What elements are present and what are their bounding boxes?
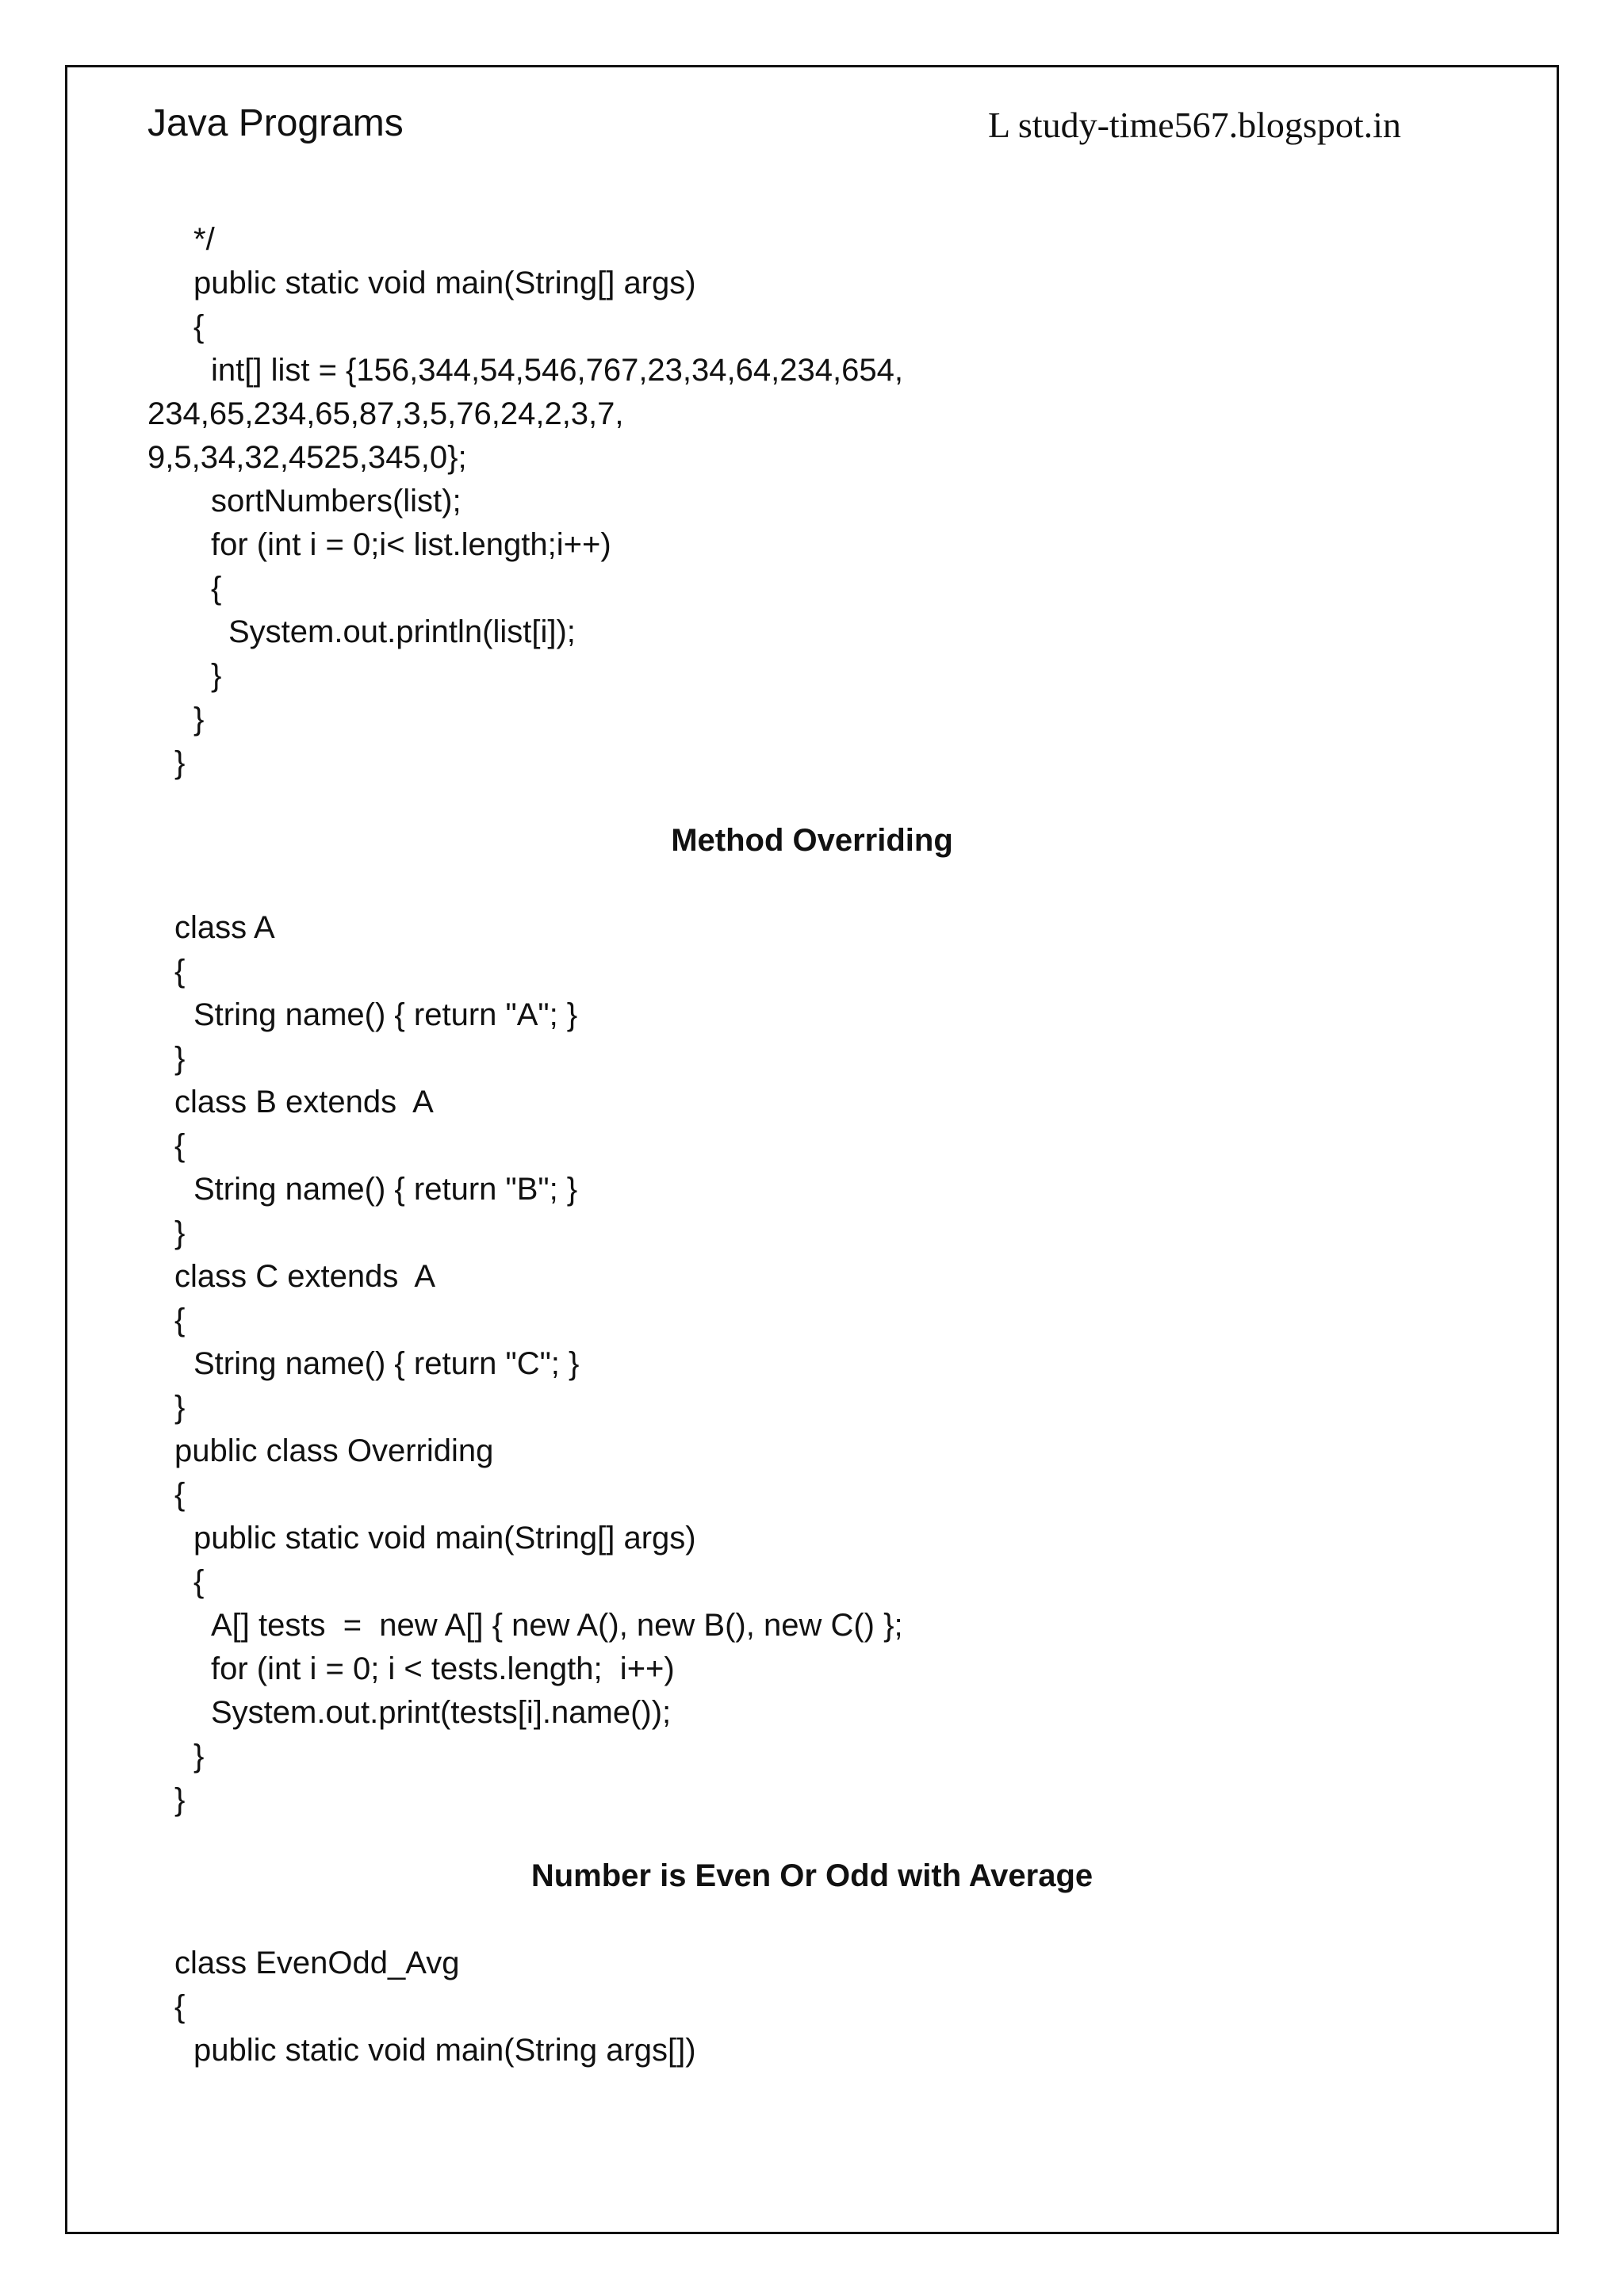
code-line: */	[193, 222, 215, 257]
code-line: {	[193, 309, 205, 344]
code-line: }	[174, 1041, 186, 1076]
code-line: 9,5,34,32,4525,345,0};	[147, 440, 467, 475]
code-line: public static void main(String[] args)	[193, 1521, 696, 1556]
section-title-even-odd: Number is Even Or Odd with Average	[530, 1858, 1094, 1893]
code-line: class B extends A	[174, 1085, 434, 1119]
code-line: {	[174, 1303, 186, 1337]
code-line: {	[174, 1989, 186, 2024]
code-line: {	[211, 571, 222, 606]
code-line: String name() { return "B"; }	[193, 1172, 578, 1207]
code-line: {	[174, 1477, 186, 1512]
code-line: }	[174, 1390, 186, 1425]
code-line: }	[174, 1215, 186, 1250]
section-title-method-overriding: Method Overriding	[671, 823, 953, 858]
header-site: L study-time567.blogspot.in	[988, 105, 1401, 145]
code-line: String name() { return "A"; }	[193, 997, 578, 1032]
code-line: public static void main(String args[])	[193, 2033, 696, 2068]
code-line: {	[174, 1128, 186, 1163]
code-line: }	[193, 702, 205, 737]
code-line: }	[174, 745, 186, 780]
code-line: }	[193, 1739, 205, 1774]
code-line: sortNumbers(list);	[211, 484, 462, 519]
header-title: Java Programs	[147, 102, 404, 144]
code-line: for (int i = 0;i< list.length;i++)	[211, 527, 611, 562]
code-line: class A	[174, 910, 275, 945]
code-line: }	[174, 1782, 186, 1817]
code-line: public static void main(String[] args)	[193, 266, 696, 300]
code-line: System.out.print(tests[i].name());	[211, 1695, 672, 1730]
code-line: String name() { return "C"; }	[193, 1346, 580, 1381]
code-line: System.out.println(list[i]);	[228, 614, 576, 649]
code-line: class C extends A	[174, 1259, 436, 1294]
code-line: A[] tests = new A[] { new A(), new B(), new C() };	[211, 1608, 903, 1643]
code-line: }	[211, 658, 222, 693]
code-line: for (int i = 0; i < tests.length; i++)	[211, 1651, 675, 1686]
code-line: public class Overriding	[174, 1433, 494, 1468]
code-line: {	[174, 954, 186, 989]
code-line: {	[193, 1564, 205, 1599]
code-line: class EvenOdd_Avg	[174, 1946, 460, 1980]
code-line: 234,65,234,65,87,3,5,76,24,2,3,7,	[147, 396, 624, 431]
code-line: int[] list = {156,344,54,546,767,23,34,64,234,654,	[211, 353, 903, 388]
